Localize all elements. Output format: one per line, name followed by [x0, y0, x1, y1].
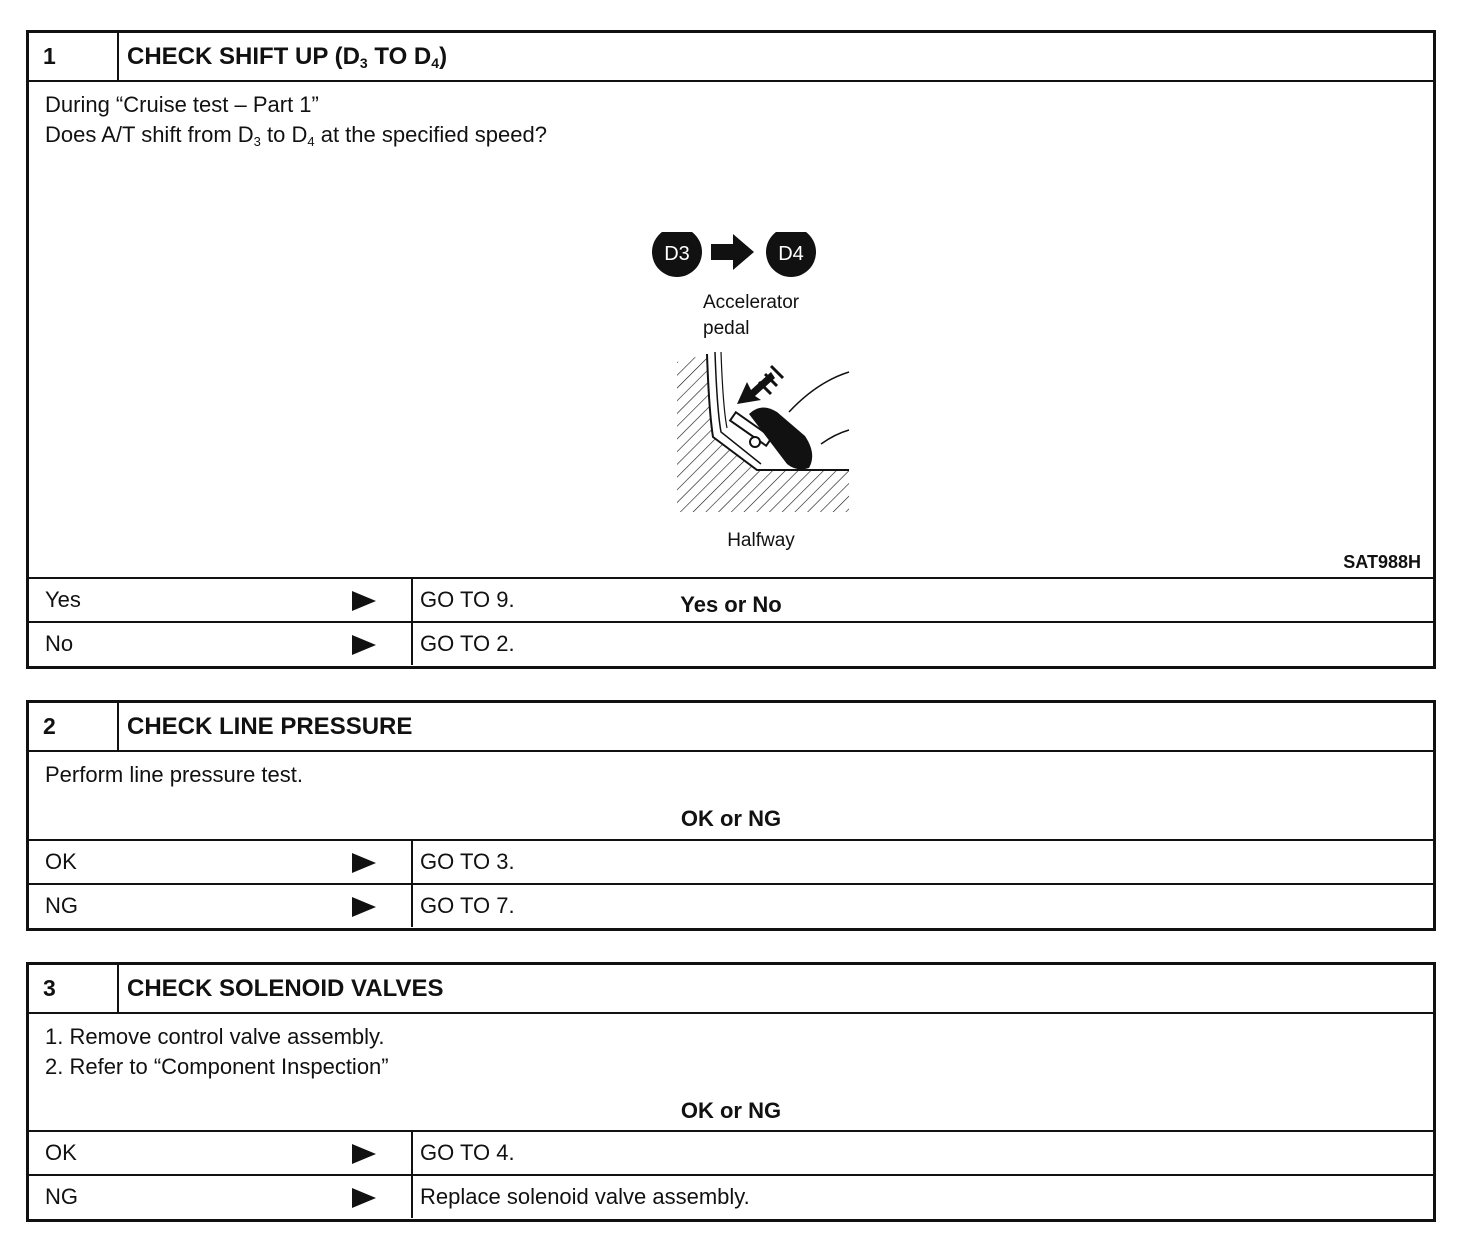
step-1-text-line-2: Does A/T shift from $D_3$ to $D_4$ at the specified speed?	[45, 122, 547, 149]
step-1-decision: Yes or No	[680, 592, 782, 617]
step-3-result-ng	[29, 1174, 1433, 1218]
step-1-text-line-1: During “Cruise test – Part 1”	[45, 92, 319, 117]
result-action: GO TO 2.	[420, 631, 515, 656]
step-2-text-line-1: Perform line pressure test.	[45, 762, 303, 787]
result-divider	[411, 1176, 413, 1218]
step-1-result-no	[29, 621, 1433, 665]
result-label: NG	[45, 1184, 78, 1209]
step-3-text-line-2: 2. Refer to “Component Inspection”	[45, 1054, 389, 1079]
right-triangle-icon	[352, 897, 376, 917]
result-divider	[411, 841, 413, 883]
right-triangle-icon	[352, 1144, 376, 1164]
accelerator-label-line-2: pedal	[703, 318, 750, 339]
leg-outline-icon	[789, 372, 849, 412]
leg-lower-outline-icon	[821, 430, 849, 444]
result-action: GO TO 4.	[420, 1140, 515, 1165]
result-divider	[411, 1132, 413, 1174]
step-3-number: 3	[29, 965, 119, 1012]
right-triangle-icon	[352, 1188, 376, 1208]
step-1-number: 1	[29, 33, 119, 80]
step-1-title: CHECK SHIFT UP ($D_3$ TO $D_4$)	[127, 43, 448, 71]
pedal-pivot-icon	[750, 437, 760, 447]
step-3-result-ok	[29, 1130, 1433, 1174]
result-action: GO TO 3.	[420, 849, 515, 874]
step-1-header	[29, 33, 1433, 82]
result-action: Replace solenoid valve assembly.	[420, 1184, 750, 1209]
result-label: No	[45, 631, 74, 656]
result-label: OK	[45, 849, 77, 874]
result-label: OK	[45, 1140, 77, 1165]
d4-badge-label: D4	[778, 243, 804, 265]
step-2-title: CHECK LINE PRESSURE	[127, 713, 413, 740]
step-2-number: 2	[29, 703, 119, 750]
step-3-header	[29, 965, 1433, 1014]
result-label: Yes	[45, 587, 81, 612]
step-3-decision: OK or NG	[680, 1098, 782, 1123]
right-triangle-icon	[352, 591, 376, 611]
right-triangle-icon	[352, 635, 376, 655]
step-2-header	[29, 703, 1433, 752]
wall-inner-line-icon	[721, 352, 727, 428]
step-3-text-line-1: 1. Remove control valve assembly.	[45, 1024, 385, 1049]
right-triangle-icon	[352, 853, 376, 873]
step-3-title: CHECK SOLENOID VALVES	[127, 975, 444, 1002]
accelerator-label-line-1: Accelerator	[703, 292, 800, 313]
step-1-box	[26, 30, 1436, 669]
result-label: NG	[45, 893, 78, 918]
result-action: GO TO 7.	[420, 893, 515, 918]
step-3-box	[26, 962, 1436, 1222]
d3-badge-label: D3	[664, 243, 690, 265]
step-2-result-ok	[29, 839, 1433, 883]
result-action: GO TO 9.	[420, 587, 515, 612]
figure-code: SAT988H	[1343, 552, 1421, 572]
result-divider	[411, 885, 413, 927]
step-1-result-yes	[29, 577, 1433, 621]
right-arrow-icon	[711, 234, 754, 270]
accelerator-pedal-figure	[629, 232, 909, 562]
result-divider	[411, 623, 413, 665]
step-2-box	[26, 700, 1436, 931]
halfway-label: Halfway	[727, 530, 795, 551]
result-divider	[411, 579, 413, 621]
step-2-result-ng	[29, 883, 1433, 927]
step-2-decision: OK or NG	[680, 806, 782, 831]
